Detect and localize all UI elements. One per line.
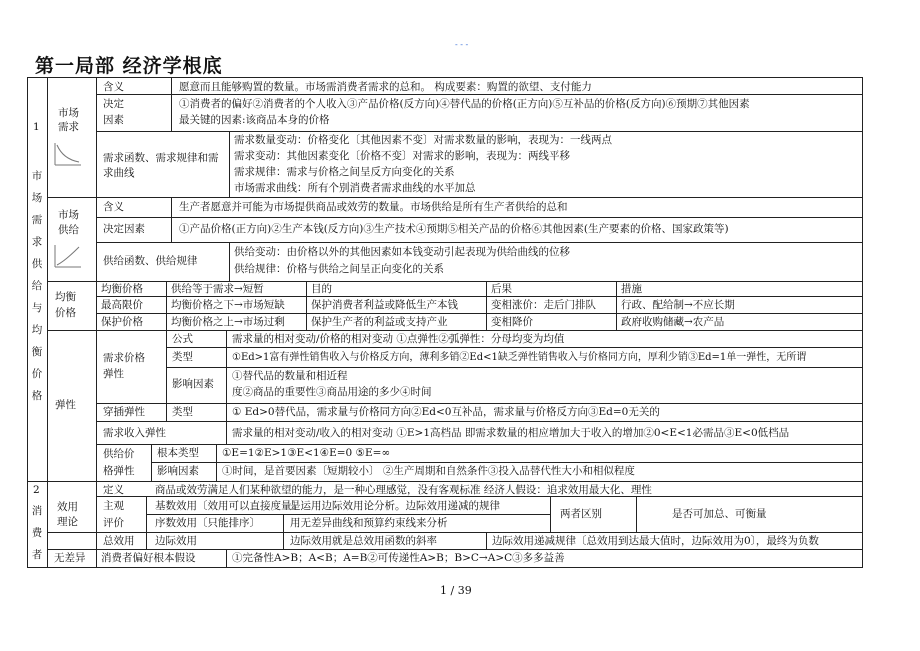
eq-cell: 保护消费者利益或降低生产本钱 [311, 299, 458, 311]
eq-cell: 政府收购储藏→农产品 [621, 316, 725, 328]
section-number: 1 [33, 121, 40, 133]
market-demand-label: 市场 [58, 107, 79, 119]
demand-factors-label-2: 因素 [103, 114, 124, 126]
income-elasticity: 需求量的相对变动/收入的相对变动 ①E>1高档品 即需求数量的相应增加大于收入的增加②0<E<1必需品③E<0低档品 [232, 427, 790, 439]
demand-key-factor: 最关键的因素:该商品本身的价格 [179, 114, 330, 126]
utility-label-2: 理论 [57, 516, 78, 528]
equilibrium-label: 均衡 [55, 291, 76, 303]
supply-factors-label: 决定因素 [103, 223, 145, 235]
difference: 是否可加总、可衡量 [672, 508, 767, 520]
marginal-utility: 边际效用就是总效用函数的斜率 [290, 535, 437, 547]
demand-function-line: 需求数量变动：价格变化〔其他因素不变〕对需求数量的影响，表现为：一线两点 [234, 134, 612, 146]
cardinal-utility: 基数效用〔效用可以直接度量〕 [155, 500, 302, 512]
supply-meaning: 生产者愿意并可能为市场提供商品或效劳的数量。市场供给是所有生产者供给的总和 [179, 201, 568, 213]
page-number: 1 / 39 [440, 584, 472, 597]
section-vertical-label: 消 费 者 [31, 505, 43, 561]
market-supply-label-2: 供给 [58, 224, 79, 236]
demand-function-label-2: 求曲线 [103, 167, 135, 179]
supply-curve-icon [53, 243, 83, 269]
eq-cell: 行政、配给制→不应长期 [621, 299, 735, 311]
total-utility-label: 总效用 [103, 535, 135, 547]
supply-elasticity-label-2: 格弹性 [103, 465, 135, 477]
eq-cell: 均衡价格之下→市场短缺 [171, 299, 285, 311]
demand-curve-icon [53, 141, 83, 167]
supply-function-line: 供给规律：价格与供给之间呈正向变化的关系 [234, 263, 444, 275]
demand-function-label: 需求函数、需求规律和需 [103, 152, 219, 164]
eq-header: 措施 [621, 283, 642, 295]
eq-header: 后果 [491, 283, 512, 295]
elasticity-types: ①Ed>1富有弹性销售收入与价格反方向，薄利多销②Ed<1缺乏弹性销售收入与价格同方向，厚利少销③Ed=1单一弹性，无所谓 [232, 352, 807, 363]
cardinal-method: 是运用边际效用论分析。边际效用递减的规律 [290, 500, 500, 512]
eq-header: 供给等于需求→短暂 [171, 283, 264, 295]
supply-factors: ①产品价格(正方向)②生产本钱(反方向)③生产技术④预期⑤相关产品的价格⑥其他因素(生产要素的价格、国家政策等) [179, 223, 729, 235]
section-number: 2 [33, 484, 40, 496]
formula-label: 公式 [172, 333, 193, 345]
income-elasticity-label: 需求收入弹性 [103, 427, 166, 439]
equilibrium-label-2: 价格 [55, 307, 76, 319]
cross-types: ① Ed>0替代品，需求量与价格同方向②Ed<0互补品，需求量与价格反方向③Ed=0无关的 [232, 406, 660, 418]
demand-factors: ①消费者的偏好②消费者的个人收入③产品价格(反方向)④替代品的价格(正方向)⑤互补品的价格(反方向)⑥预期⑦其他因素 [179, 98, 750, 110]
demand-meaning-label: 含义 [103, 81, 124, 93]
cross-elasticity-label: 穿插弹性 [103, 406, 145, 418]
demand-price-elasticity-label: 需求价格 [103, 352, 145, 364]
formula: 需求量的相对变动/价格的相对变动 ①点弹性②弧弹性：分母均变为均值 [232, 333, 565, 345]
eq-cell: 最高限价 [101, 299, 143, 311]
marginal-utility-label: 边际效用 [155, 535, 197, 547]
cross-type-label: 类型 [172, 406, 193, 418]
market-supply-label: 市场 [58, 209, 79, 221]
subjective-label-2: 评价 [103, 517, 124, 529]
header-mark: - - - [455, 40, 469, 49]
eq-cell: 变相降价 [491, 316, 533, 328]
eq-cell: 保护生产者的利益或支持产业 [311, 316, 448, 328]
influence-label: 影响因素 [172, 378, 214, 390]
demand-price-elasticity-label-2: 弹性 [103, 368, 124, 380]
ordinal-method: 用无差异曲线和预算约束线来分析 [290, 517, 448, 529]
definition-label: 定义 [103, 484, 124, 496]
type-label: 类型 [172, 351, 193, 363]
root-types: ①E=1②E>1③E<1④E=0 ⑤E=∞ [222, 447, 391, 459]
page-title: 第一局部 经济学根底 [35, 55, 223, 77]
demand-factors-label: 决定 [103, 98, 124, 110]
demand-function-line: 市场需求曲线：所有个别消费者需求曲线的水平加总 [234, 182, 476, 194]
influence-line: 度②商品的重要性③商品用途的多少④时间 [232, 386, 432, 398]
elasticity-label: 弹性 [55, 399, 76, 411]
supply-influence: ①时间，是首要因素〔短期较小〕 ②生产周期和自然条件③投入品替代性大小和相似程度 [222, 465, 635, 477]
preference-assumption: ①完备性A>B；A<B；A=B②可传递性A>B；B>C→A>C③多多益善 [232, 552, 565, 564]
supply-elasticity-label: 供给价 [103, 448, 135, 460]
utility-label: 效用 [57, 501, 78, 513]
ordinal-utility: 序数效用〔只能排序〕 [155, 517, 260, 529]
section-vertical-label: 市 场 需 求 供 给 与 均 衡 价 格 [31, 170, 43, 402]
eq-header: 目的 [311, 283, 332, 295]
supply-function-label: 供给函数、供给规律 [103, 255, 198, 267]
eq-header: 均衡价格 [101, 283, 143, 295]
eq-cell: 均衡价格之上→市场过剩 [171, 316, 285, 328]
eq-cell: 保护价格 [101, 316, 143, 328]
influence-line: ①替代品的数量和相近程 [232, 370, 348, 382]
difference-label: 两者区别 [560, 508, 602, 520]
supply-function-line: 供给变动：由价格以外的其他因素如本钱变动引起表现为供给曲线的位移 [234, 246, 570, 258]
demand-function-line: 需求规律：需求与价格之间呈反方向变化的关系 [234, 166, 455, 178]
market-demand-label-2: 需求 [58, 121, 79, 133]
supply-meaning-label: 含义 [103, 201, 124, 213]
demand-meaning: 愿意而且能够购置的数量。市场需消费者需求的总和。 构成要素：购置的欲望、支付能力 [179, 81, 592, 93]
diminishing-law: 边际效用递减规律〔总效用到达最大值时，边际效用为0〕，最终为负数 [492, 535, 819, 547]
eq-cell: 变相涨价：走后门排队 [491, 299, 596, 311]
root-type-label: 根本类型 [157, 447, 199, 459]
utility-definition: 商品或效劳满足人们某种欲望的能力，是一种心理感觉，没有客观标准 经济人假设：追求效用最大化、理性 [155, 484, 652, 496]
demand-function-line: 需求变动：其他因素变化〔价格不变〕对需求的影响，表现为：两线平移 [234, 150, 570, 162]
subjective-label: 主观 [103, 500, 124, 512]
preference-assumption-label: 消费者偏好根本假设 [101, 552, 196, 564]
supply-influence-label: 影响因素 [157, 465, 199, 477]
indifference-label: 无差异 [54, 552, 86, 564]
